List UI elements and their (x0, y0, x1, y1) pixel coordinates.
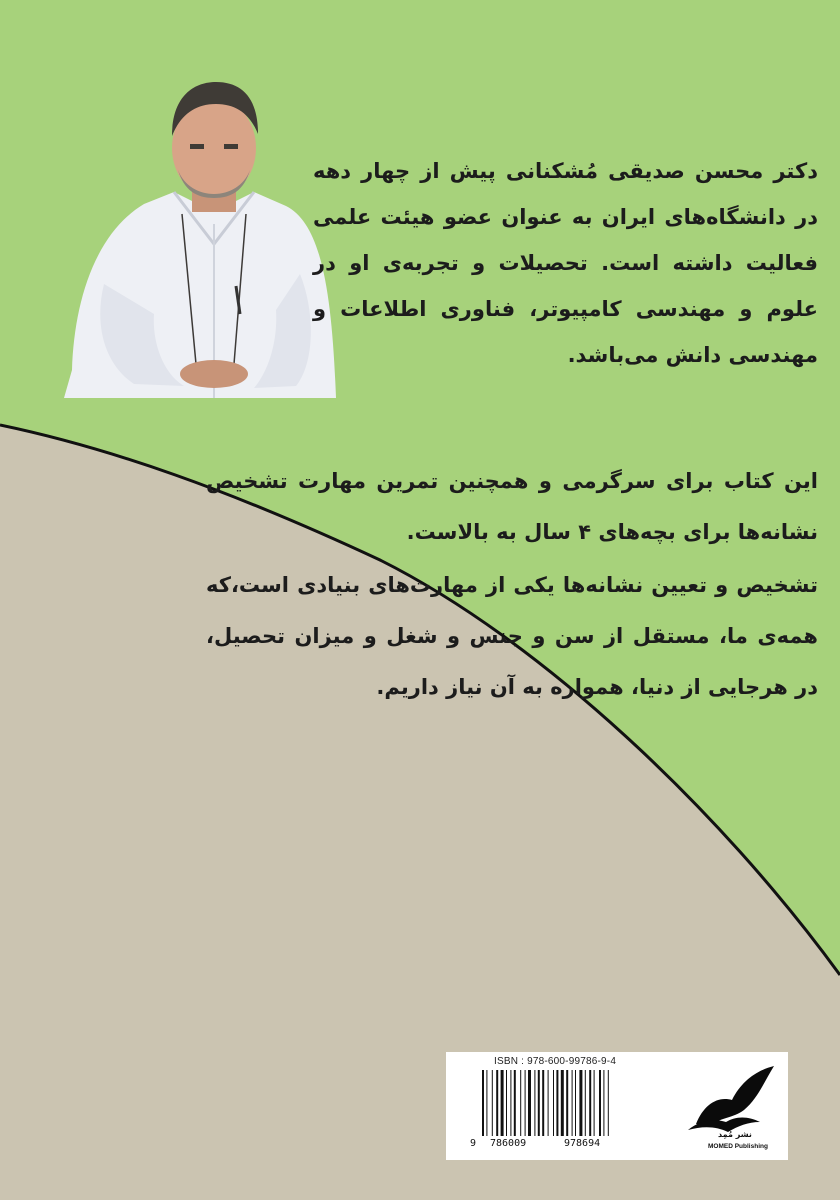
barcode-bar (556, 1070, 558, 1136)
barcode-bar (525, 1070, 526, 1136)
publisher-name-en: MOMED Publishing (708, 1143, 768, 1150)
author-photo (64, 74, 342, 398)
barcode-bar (594, 1070, 595, 1136)
barcode-bar (496, 1070, 498, 1136)
barcode-bar (482, 1070, 484, 1136)
publisher-logo-icon (674, 1060, 778, 1156)
barcode-icon (482, 1070, 634, 1136)
barcode-lead-digit: 9 (470, 1138, 477, 1149)
barcode-bar (603, 1070, 604, 1136)
barcode-bar (501, 1070, 504, 1136)
barcode-bar (566, 1070, 568, 1136)
barcode-bar (542, 1070, 544, 1136)
isbn-label-box (446, 1052, 788, 1160)
barcode-bar (486, 1070, 487, 1136)
barcode-bar (514, 1070, 516, 1136)
barcode-bar (599, 1070, 601, 1136)
barcode-bar (492, 1070, 493, 1136)
barcode-bar (585, 1070, 586, 1136)
barcode-bar (589, 1070, 591, 1136)
author-bio: دکتر محسن صدیقی مُشکنانی پیش از چهار دهه در دانشگاه‌های ایران به‌ عنوان عضو هیئت علمی فعالیت داشته است. تحصیلات و تجربه‌ی او در علوم و مهندسی کامپیوتر، فناوری اطلاعات و مهندسی دانش می‌باشد. (313, 159, 818, 367)
barcode-bar (538, 1070, 540, 1136)
isbn-text: ISBN : 978-600-99786-9-4 (494, 1056, 617, 1067)
barcode-bar (579, 1070, 582, 1136)
barcode-bar (534, 1070, 535, 1136)
barcode-bar (548, 1070, 549, 1136)
barcode-bar (575, 1070, 576, 1136)
barcode-digits-right: 978694 (564, 1138, 601, 1149)
book-description-1: این کتاب برای سرگرمی و همچنین تمرین مهارت تشخیص نشانه‌ها برای بچه‌های ۴ سال به بالاست. (206, 469, 818, 544)
publisher-name-fa: نشر مُمِد (718, 1130, 752, 1139)
barcode-bar (506, 1070, 507, 1136)
barcode-digits-left: 786009 (490, 1138, 527, 1149)
barcode-bar (528, 1070, 531, 1136)
barcode-bar (608, 1070, 609, 1136)
barcode-bar (553, 1070, 554, 1136)
barcode-bar (520, 1070, 521, 1136)
barcode-bar (572, 1070, 573, 1136)
barcode-bar (510, 1070, 511, 1136)
book-description-2: تشخیص و تعیین نشانه‌ها یکی از مهارت‌های بنیادی است،که همه‌ی ما، مستقل از سن و جنس و شغل و میزان تحصیل، در هرجایی از دنیا، همواره به آن نیاز داریم. (206, 573, 818, 699)
barcode-bar (561, 1070, 564, 1136)
